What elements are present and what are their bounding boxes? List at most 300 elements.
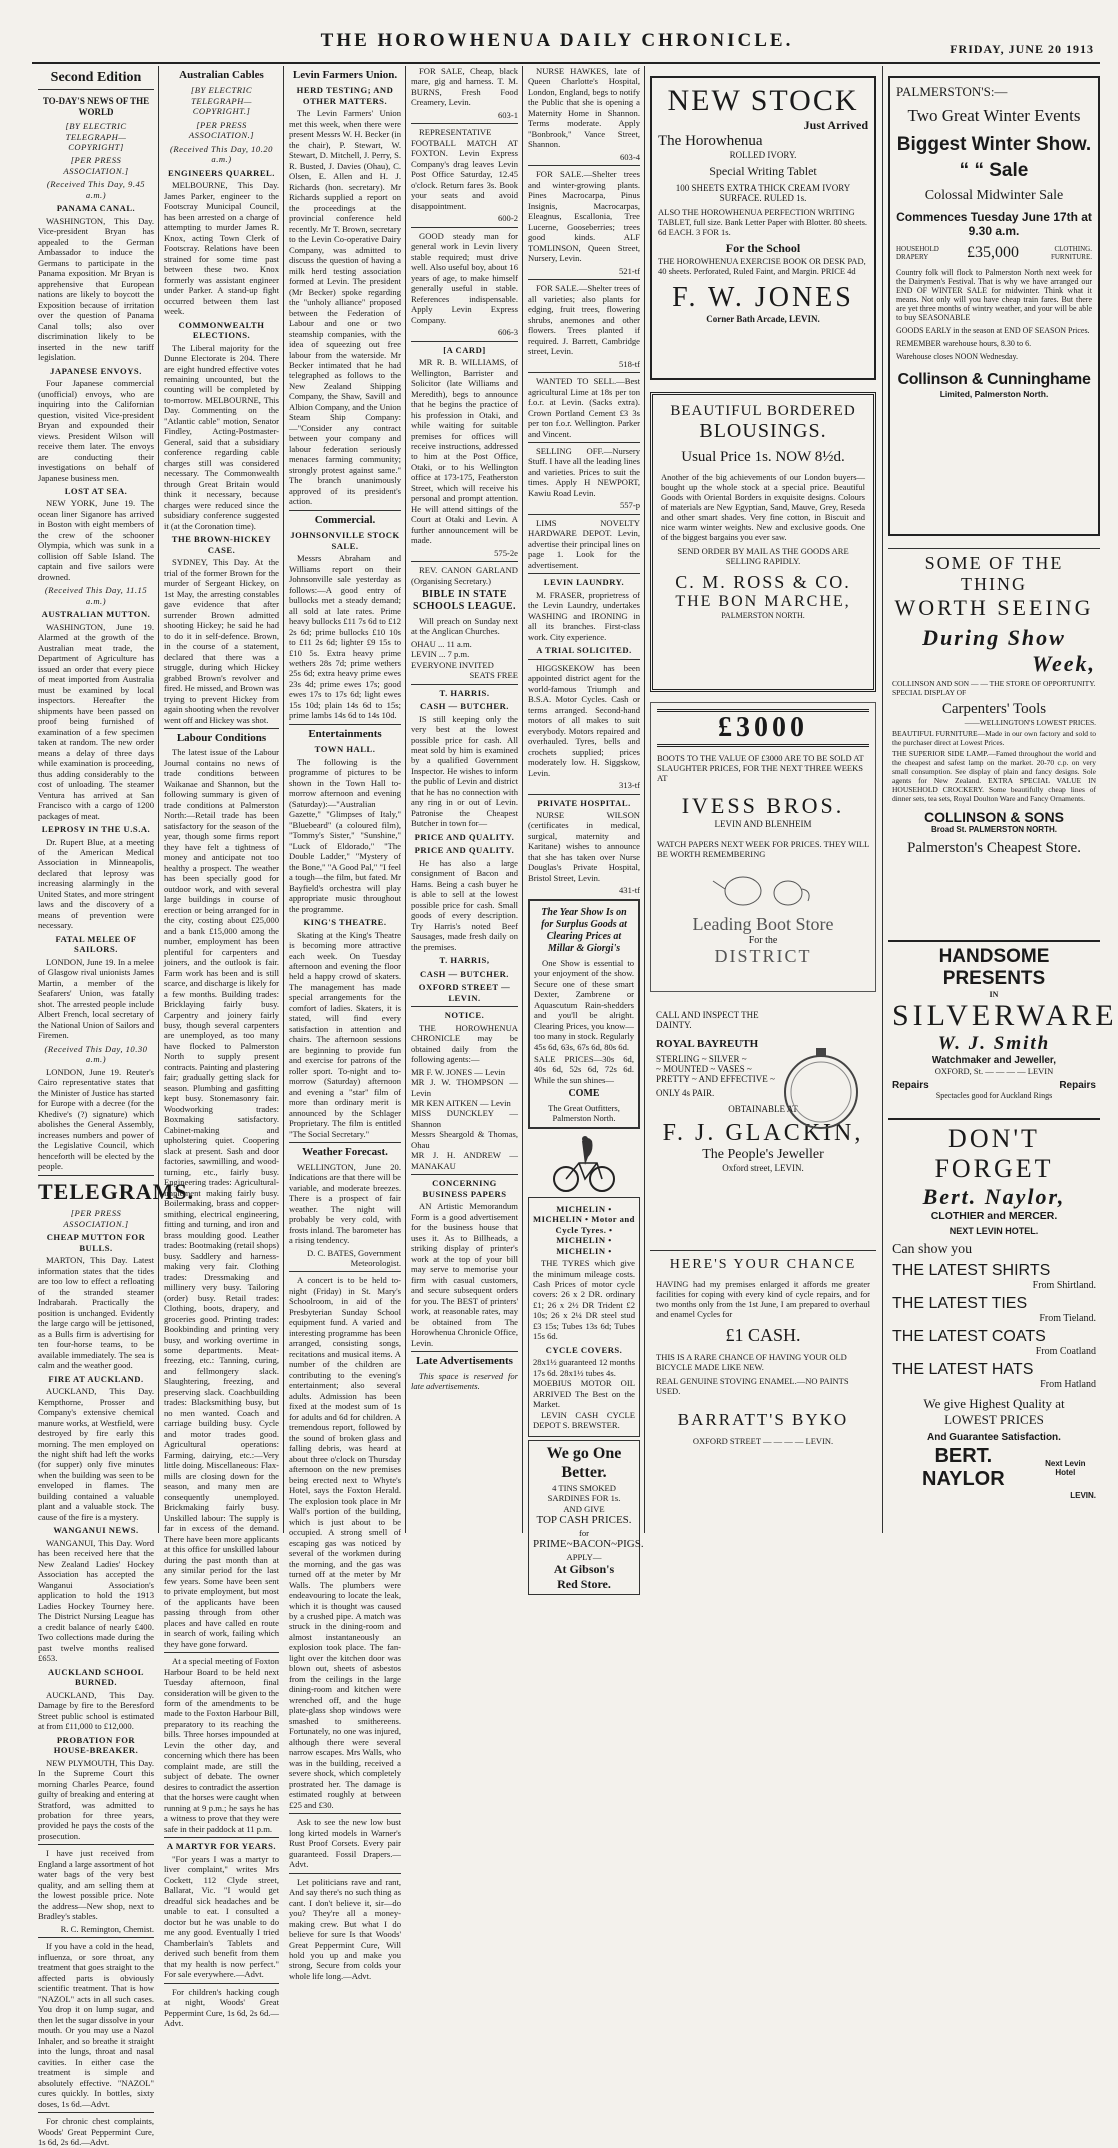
divider [164,1652,279,1653]
ad-reference: 557-p [619,500,640,511]
section-heading: Weather Forecast. [302,1146,388,1159]
ad-text: OXFORD STREET — — — — LEVIN. [692,1436,834,1446]
column-australian-cables [160,66,283,2029]
ad-text: And Guarantee Satisfaction. [927,1432,1061,1443]
ad-subhead: The People's Jeweller [702,1147,824,1162]
article-body: A concert is to be held to-night (Friday) in St. Mary's Schoolroom, in aid of the Presbyterian Sunday School equipment fund. A varied and interesting programme has been arranged, consisting songs, recitations and musical items. A number of the children are contributing to the evening's entertainment; also several adults. Admission has been fixed at the modest sum of 1s for adults and 6d for children. A tremendous report, followed by the sound of broken glass and falling debris, was heard at about three o'clock on Thursday afternoon on the new premises being erected next to Whyte's Hotel, says the Foxton Herald. The explosion took place in Mr Wall's portion of the building, which is just about to be occupied. A strong smell of escaping gas was noticed by several of the workmen during the morning, and the gas was turned off at the meter by Mr Walls. The plumbers were endeavouring to locate the leak, which it is thought was caused by a crushed pipe. A match was struck in the dining-room and almost instantaneously an explosion took place. The fan-light over the kitchen door was blown out, sheets of asbestos from the ceilings in the large dining-room and kitchen were wrenched off, and the huge plate-glass shop windows were smashed to smithereens. Fortunately, no one was injured, although there were several narrow escapes. Mrs Walls, who was in the building, received a severe shock, which completely prostrated her. The damage is estimated roughly at between £25 and £30. [289,1275,401,1810]
ad-reference: 313-tf [618,780,640,791]
glackin-jeweller-ad [650,1004,876,1234]
ad-subhead: Carpenters' Tools [941,701,1047,717]
ad-heading: A TRIAL SOLICITED. [536,645,632,656]
divider [289,724,401,725]
ad-headline: During Show [922,625,1066,650]
article-body: The Levin Farmers' Union met this week, when there were present Messrs W. H. Becker (in the chair), P. Stewart, W. Stewart, D. Mitchell, J. Perry, S. R. Busted, J. Davies (Ohau), C. Olsen, E. Allen and H. J. Richards (hon. secretary). Mr Richards supplied a report on the proceedings at the provincial conference held recently. Mr T. Brown, secretary to the Levin Co-operative Dairy Company, was admitted to discuss the question of having a milk herd testing association formed at Levin. The president (Mr Becker) spoke regarding the "unholy alliance" proposed between the Federation of Labour and one or two steamship companies, with the idea of squeezing out free labour from the waterside. Mr Becker intimated that he had telegraphed as follows to the New Zealand Shipping Company, the Shaw, Savill and Albion Company, and the Union Steam Ship Company:—"Consider any contract between your company and labour federation seriously menaces farming community; strongly protest against same." The branch unanimously approved of its president's action. [289,108,401,507]
collinson-sons-ad [888,548,1100,928]
collinson-cunninghame-ad [888,76,1100,536]
ad-text: Warehouse closes NOON Wednesday. [896,352,1019,361]
article-heading: JOHNSONVILLE STOCK SALE. [290,530,400,551]
agent-entry: MISS DUNCKLEY — Shannon [411,1108,518,1129]
classified-ad: REPRESENTATIVE FOOTBALL MATCH AT FOXTON. Levin Express Company's drag leaves Levin Post Office Saturday, 12.45 o'clock. Return fares 3s. Book your seats and avoid disappointment. [411,127,518,211]
ad-text: For the [748,935,778,946]
ad-line: SEATS FREE [469,670,518,681]
divider [289,1142,401,1143]
divider [411,684,518,685]
ad-body: TOP CASH PRICES. [536,1514,632,1527]
ad-text: OXFORD, St. — — — — LEVIN [934,1066,1054,1076]
ad-text: DAINTY. [656,1020,692,1030]
classified-ad: NURSE WILSON (certificates in medical, surgical, maternity and Karitane) wishes to announce that she has taken over Nurse Douglas's Private Hospital, Bristol Street, Levin. [528,810,640,883]
advertisement-text: Ask to see the new low bust long kirted models in Warner's Rust Proof Corsets. Every pair guaranteed. Fossil Drapers.—Advt. [289,1817,401,1870]
ad-reference: 603-4 [619,151,640,162]
ad-subhead: The Horowhenua [658,133,763,149]
sale-amount-row [896,244,1092,262]
ad-headline: “ “ Sale [959,160,1029,181]
service-time: OHAU ... 11 a.m. [411,638,472,649]
ad-headline: Biggest Winter Show. [896,134,1092,155]
divider [528,165,640,166]
ad-body: for [578,1527,590,1538]
classified-ad: LIMS NOVELTY HARDWARE DEPOT. Levin, advertise their principal lines on page 1. Look for the advertisement. [528,517,640,570]
blousings-ad [650,392,876,692]
advertisement-text: Let politicians rave and rant, And say there's no such thing as cant. I don't believe it, sir—do you? They're all a money-making crew. But what I do believe for sure Is that Woods' Great Peppermint Cure, Will hold you up and make you strong, Secure from colds your whole life long.—Advt. [289,1876,401,1981]
classified-ad: FOR SALE.—Shelter trees of all varieties; also plants for edging, fruit trees, flowering shrubs, anemones and other flowers. Trees planted if required. J. Barrett, Cambridge street, Levin. [528,283,640,357]
divider [411,123,518,124]
ad-heading: COME [568,1088,600,1100]
ad-text: ROLLED IVORY. [729,150,797,160]
ad-subhead: Watchmaker and Jeweller, [931,1055,1057,1066]
ad-text: Repairs [892,1080,929,1091]
article-heading: ENGINEERS QUARREL. [168,167,275,178]
ad-headline: Week, [1032,651,1096,676]
ad-line: EVERYONE INVITED [411,659,494,670]
ad-body: SALE PRICES—30s 6d, 40s 6d, 52s 6d, 72s 6d. While the sun shines— [534,1053,634,1085]
ad-text: LEVIN. [1070,1491,1096,1500]
article-heading: LEPROSY IN THE U.S.A. [41,824,151,835]
divider [289,510,401,511]
ad-heading: [A CARD] [443,344,486,355]
ad-headline: £3000 [657,709,869,747]
late-ad-note: This space is reserved for late advertisements. [411,1370,518,1392]
edition-heading: Second Edition [38,69,154,90]
ad-text: From Coatland [1035,1346,1096,1357]
article-body: NEW YORK, June 19. The ocean liner Siganore has arrived in Boston with eight members of the crew of the schooner Olympia, which was sunk in a collision off Sable Island. The captain and five sailors were drowned. [38,498,154,582]
ad-heading: We go One [546,1444,622,1462]
divider [289,1873,401,1874]
ad-text: BOOTS TO THE VALUE OF £3000 ARE TO BE SOLD AT SLAUGHTER PRICES, FOR THE NEXT THREE WEEKS AT [657,753,864,783]
ad-heading: PRICE AND QUALITY. [414,845,515,856]
telegrams-heading: TELEGRAMS. [38,1178,195,1204]
received-time: (Received This Day, 11.15 a.m.) [44,585,148,606]
article-body: Dr. Rupert Blue, at a meeting of the American Medical Association in Minneapolis, declared that leprosy was increasing alarmingly in the United States, and more stringent laws and the discovery of a means of prevention were necessary. [38,836,154,931]
ad-text: Country folk will flock to Palmerston North next week for the Dairymen's Festival. That is why we have arranged our END OF WINTER SALE for midwinter. Think what it means. Not only will you have cheap train fares. But there are yet three months of wintry weather, and your will be able to buy SEASONABLE [896,268,1092,322]
ad-text: 100 SHEETS EXTRA THICK CREAM IVORY SURFACE. RULED 1s. [675,183,851,203]
classified-ad: NURSE HAWKES, late of Queen Charlotte's Hospital, London, England, begs to notify the Public that she is opening a Maternity Home in Shannon. Terms moderate. Apply "Bonbrook," Vance Street, Shannon. [528,66,640,150]
ad-text: LEVIN AND BLENHEIM [714,819,812,829]
ad-subhead: Colossal Midwinter Sale [924,188,1064,203]
ad-headline: Two Great Winter Events [907,106,1081,125]
issue-date: FRIDAY, JUNE 20 1913 [950,42,1094,56]
divider [411,1174,518,1175]
section-heading: TO-DAY'S NEWS OF THE WORLD [42,96,150,118]
classified-ad: HIGGSKEKOW has been appointed district agent for the world-famous Triumph and B.S.A. Motor Cycles. Cash or terms arranged. Second-hand motors of all makes to suit everybody. Motors repaired and overhauled. Tyres, bells and crochets supplied; prices moderately low. H. Siggskow, Levin. [528,662,640,778]
received-time: (Received This Day, 10.20 a.m.) [170,143,273,165]
column-divider [522,66,523,1533]
ad-headline: Collinson & Cunninghame [897,371,1091,388]
article-body: Skating at the King's Theatre is becoming more attractive each week. On Tuesday afternoon and evening the floor held a happy crowd of skaters. The management has made special arrangements for the comfort of ladies. Skaters, it is stated, will find every satisfaction in attention and chairs. The afternoon sessions are beginning to provide fun and exercise for patrons of the roller sport. To-night and to-morrow (Saturday) afternoon and evening a "star" film of more than ordinary merit is announced by the Schlager Proprietary. The film is entitled "The Social Secretary." [289,929,401,1139]
ad-subhead: PALMERSTON'S:— [896,84,1008,99]
ad-text: From Shirtland. [1032,1280,1096,1291]
classified-ad: FOR SALE.—Shelter trees and winter-growing plants. Pines Macrocarpa, Pinus Insignis, Macrocarpas, Eleagnus, Escallonia, Tree Lucerne, Gooseberries; trees good kinds. ALF TOMLINSON, Queen Street, Nursery, Levin. [528,169,640,264]
section-heading: Entertainments [308,727,382,740]
newspaper-title: THE HOROWHENUA DAILY CHRONICLE. [320,30,794,51]
teapot-silverware-illustration [703,859,823,909]
ad-reference: 603-1 [497,109,518,120]
column-divider [644,66,645,1533]
ad-reference: 606-3 [497,327,518,338]
ivess-boots-ad [650,702,876,992]
ad-text: BEAUTIFUL FURNITURE—Made in our own factory and sold to the purchaser direct at Lowest Prices. [892,729,1096,747]
ad-headline: W. J. Smith [937,1033,1051,1054]
article-heading: FATAL MELEE OF SAILORS. [55,933,137,955]
column-notices [524,66,644,1591]
article-body: Messrs Abraham and Williams report on their Johnsonville sale yesterday as follows:—A good entry of bullocks met a steady demand; all sold at late rates. Prime heavy bullocks £11 7s 6d to £12 2s 6d; prime bullocks £10 10s to £11 2s 6d; lighter £9 15s to £10 5s. Extra heavy prime wethers 28s 7d; prime wethers 25s 6d; extra heavy prime ewes 23s 4d; prime ewes 17s; good ewes 17s to 17s 6d; light ewes 15s 10d; plain 14s 6d to 15s; prime lambs 14s 6d to 14s 10d. [289,553,401,721]
article-heading: PROBATION FOR HOUSE-BREAKER. [53,1734,139,1756]
ad-subhead: 9.30 a.m. [968,224,1020,238]
classified-ad: AN Artistic Memorandum Form is a good advertisement for the business house that uses it. As to Billheads, a striking display of printer's work at the top of your bill may serve to memorise your firm with casual customers, and secure subsequent orders for you. The BEST of printers' work, at reasonable rates, may be obtained from The Horowhenua Chronicle Office, Levin. [411,1201,518,1348]
ad-headline: £1 CASH. [725,1325,801,1345]
ad-text: Limited, Palmerston North. [939,389,1049,399]
ad-headline: SOME OF THE THING [924,553,1064,594]
ad-body: 28x1½ guaranteed 12 months 17s 6d. 28x1½ tubes 4s. [533,1357,635,1378]
received-time: (Received This Day, 9.45 a.m.) [46,179,146,200]
ad-text: THIS IS A RARE CHANCE OF HAVING YOUR OLD BICYCLE MADE LIKE NEW. [656,1352,847,1372]
agent-list [411,1067,518,1172]
divider [411,227,518,228]
divider [528,514,640,515]
ad-headline: HERE'S YOUR CHANCE [669,1257,857,1272]
advertisement-text: I have just received from England a large assortment of hot water bags of the very best quality, and am selling them at the lowest possible price. Note the address—New shop, next to Bradley's stables. [38,1848,154,1922]
article-body: WASHINGTON, This Day. Vice-president Bryan has appealed to the German Ambassador to induce the Germans to participate in the Panama exposition. Mr Bryan is apprehensive that European nations are likely to boycott the Exposition because of irritation over the question of Panama Canal tolls; also over discrimination likely to be inserted in the new tariff legislation. [38,215,154,363]
column-divider [405,66,406,1533]
column-divider [882,66,883,1533]
agent-entry: MR F. W. JONES — Levin [411,1066,506,1077]
repairs-row [892,1080,1096,1091]
ad-text: HAVING had my premises enlarged it affords me greater facilities for coping with every kind of cycle repairs, and for two months only from the 1st June, I am prepared to overhaul and enamel Cycles for [656,1279,870,1319]
article-body: The Liberal majority for the Dunne Electorate is 204. There are eight hundred effective votes remaining uncounted, but the counting will be completed by to-morrow. MELBOURNE, This Day. Commenting on the "Atlantic cable" motion, Senator Findley, Acting-Postmaster-General, said that a subsidiary conference regarding cable charges still was considered necessary. The Commonwealth through Great Britain would think it necessary, because charges were reduced since the subsidiary conference suggested it (at the Coronation time). [164,342,279,531]
agent-entry: MR J. H. ANDREW — MANAKAU [411,1150,518,1171]
naylor-footer [892,1445,1096,1491]
ad-body: LEVIN CASH CYCLE DEPOT S. BREWSTER. [533,1409,635,1431]
classified-ad: REV. CANON GARLAND (Organising Secretary.) [411,565,518,586]
divider [38,1844,154,1845]
gibson-ad [528,1440,644,1596]
divider [411,561,518,562]
divider [38,1175,154,1176]
article-body: At a special meeting of Foxton Harbour Board to be held next Tuesday afternoon, final consideration will be given to the form of the amendments to be made to the Foxton Harbour Bill, preparatory to its reaching the bills. Three horses impounded at Levin the other day, and concerning which there has been complaint made, are still the subject of debate. The owner desires to contradict the assertion that the horses were caught when running at 9 p.m.; he says he has a witness to prove that they were safe in their paddock at 11 p.m. [164,1656,279,1834]
ad-text: Corner Bath Arcade, LEVIN. [706,314,820,324]
new-stock-ad [650,76,876,380]
ad-text: From Hatland [1040,1379,1096,1390]
article-body: SYDNEY, This Day. At the trial of the former Brown for the murder of Sergeant Hickey, on 1st May, the arresting constables gave evidence that after surrender Brown admitted shooting Hickey; he said he had to do it in self-defence. Brown, in the course of a statement, declared that there was a struggle, during which Hickey grabbed Brown's revolver and fired. He missed, and Brown was trying to prevent Hickey from again shooting when the revolver went off and Hickey was shot. [164,557,279,725]
ad-reference: 431-tf [618,885,640,896]
divider [411,1351,518,1352]
article-body: LONDON, June 19. Reuter's Cairo representative states that the Minister of Justice has started for Europe with a decree (for the Khedive's (?) signature) which abolishes the General Assembly, increases numbers and power of the Legislative Council, which henceforth will be elected by the people. [38,1066,154,1172]
ad-headline: IVESS BROS. [681,793,845,818]
article-body: WELLINGTON, June 20. Indications are that there will be variable, and moderate breezes. There is a prospect of fair weather. The night will probably be very cold, with frosts inland. The barometer has a rising tendency. [289,1161,401,1246]
divider [411,1006,518,1007]
ad-subhead: CLOTHIER and MERCER. [930,1210,1058,1222]
divider [289,1813,401,1814]
agent-entry: Messrs Sheargold & Thomas, Ohau [411,1129,518,1150]
received-time: (Received This Day, 10.30 a.m.) [44,1043,148,1065]
classified-ad: He has also a large consignment of Bacon and Hams. Being a cash buyer he is able to sell at the lowest possible price for cash. Small goods of every description. Try Harris's noted Beef Sausages, made fresh daily on the premises. [411,857,518,952]
ad-headline: THE LATEST HATS [892,1361,1034,1378]
ad-text: ~ MOUNTED ~ VASES ~ [656,1064,752,1074]
ad-heading: CONCERNING BUSINESS PAPERS [422,1178,507,1199]
service-time: LEVIN ... 7 p.m. [411,649,470,660]
article-heading: HERD TESTING; AND OTHER MATTERS. [296,85,394,106]
ad-heading: CYCLE COVERS. [545,1344,623,1355]
ad-headline: Leading Boot Store [692,914,834,934]
ad-text: PALMERSTON NORTH. [721,611,805,620]
ad-headline: BLOUSINGS. [699,420,827,442]
ad-text: Can show you [892,1242,973,1257]
ad-headline: COLLINSON & SONS [923,809,1064,825]
section-heading: Australian Cables [179,69,264,81]
article-heading: LOST AT SEA. [64,486,128,496]
ad-headline: DISTRICT [714,946,812,966]
divider [528,573,640,574]
classified-ad: WANTED TO SELL.—Best agricultural Lime at 18s per ton f.o.r. at Levin. (Sacks extra). Crown Portland Cement £3 3s per ton f.o.r. Wellington. Parker and Vincent. [528,376,640,439]
ad-subhead: Palmerston's Cheapest Store. [907,840,1081,856]
ad-text: STERLING ~ SILVER ~ [656,1054,747,1064]
ad-body: MOEBIUS MOTOR OIL ARRIVED The Best on the Market. [533,1378,635,1410]
divider [528,372,640,373]
article-body: The following is the programme of pictures to be shown in the Town Hall to-morrow afternoon and evening (Saturday):—"Australian Gazette," "Glimpses of Italy," "Bluebeard" (a coloured film), "Tommy's Sister," "Sunshine," "Luck of Eldorado," "The Double Ladder," "Mystery of the Bone," "A Good Pal," "I feel a tough—the film, but fated. Mr Bayfield's orchestra will play appropriate music throughout the programme. [289,756,401,914]
ad-heading: NOTICE. [444,1010,485,1021]
advertisement-text: For children's hacking cough at night, Woods' Great Peppermint Cure, 1s 6d, 2s 6d.—Advt. [164,1986,279,2029]
ad-subhead: ROYAL BAYREUTH [656,1038,759,1050]
article-body: WASHINGTON, June 19. Alarmed at the growth of the Australian meat trade, the Department of Agriculture has issued an order that every piece of meat imported from Australia must be examined by local inspectors. Hereafter the shipments have been passed on proof being furnished of examination of a few specimen taken at random. The new order means a delay of three days while examination is proceeding, thus adding considerably to the cost of unloading. The steamer Ventura has arrived at San Francisco with a cargo of 1200 packages of meat. [38,621,154,821]
section-heading: Late Advertisements [416,1355,513,1368]
divider [528,279,640,280]
article-heading: THE BROWN-HICKEY CASE. [171,534,272,555]
article-body: "For years I was a martyr to liver complaint," writes Mrs Cockett, 112 Clyde street, Ballarat, Vic. "I would get dreadful sick headaches and be unable to eat. I consulted a doctor but he was unable to do me any good. Eventually I tried Chamberlain's Tablets and derived such benefit from them that my health is now perfect." For sale everywhere.—Advt. [164,1853,279,1980]
article-body: The latest issue of the Labour Journal contains no news of trade conditions between Waikanae and Shannon, but the following summary is given of trade conditions at Palmerston North:—Retail trade has been satisfactory for the season of the year, though some firms report they have felt a tightness of money and anticipate not too healthy a prospect. The weather has been specially good for outdoor work, and with several large buildings in course of erection or being arranged for in the city, costing about £25,000 and a bank £15,000 among the number, employment has been plentiful for carpenters and joiners, and the outlook is fair. Farm work has been and is still scarce, and discharge is likely for a few months. Building trades: Bricklaying fairly busy. Carpentry and joinery fairly busy, though several carpenters are unemployed, as too many have flocked to Palmerston North to supply present contracts. Painting and plastering fair; gradually getting slack for season. Plumbing and gasfitting kept busy. Stonemasonry fair. Woodworking trades: Boxmaking satisfactory. Cabinet-making and upholstering quiet. Coopering slack at present. Sash and door factories, sawmilling, and wood-turning, etc., fairly busy. Engineering trades: Agricultural-implement making fairly busy. Boilermaking, brass and copper-smithing, electrical engineering, fitting and turning, and iron and brass moulding good. Leather trades: Bootmaking (retail shops) busy. Saddlery and harness-making very fair. Clothing trades: Dressmaking and millinery very busy. Tailoring (order) busy. Retail trades: Clothing, boots, drapery, and groceries good. Printing trades: Bookbinding and printing very busy, and working overtime in some departments. Meat-freezing, etc.: Tanning, curing, and fellmongery slack. Slaughtering, freezing, and preserving slack. Coachbuilding trades: Blacksmithing busy, but no men wanted. Coach and carriage building busy. Cycle and motor trades good. Agricultural operations: Farming, dairying, etc.:—Very little doing. Miscellaneous: Flax-mills are closing down for the season, and many men are consequently unemployed. Brickmaking fairly busy. Unskilled labour: The supply is far in excess of the demand. There have been more applicants at this office for unskilled labour during the past month than at any similar period for the last few years. Some have been sent to private employment, but most of the applicants have been passing through from other places and have called en route in search of work, failing which they have gone forward. [164,747,279,1649]
ad-heading: Red Store. [557,1576,611,1591]
article-heading: A MARTYR FOR YEARS. [166,1841,277,1852]
ad-text: From Tieland. [1039,1313,1096,1324]
press-association-line: [PER PRESS ASSOCIATION.] [63,1208,129,1229]
article-body: LONDON, June 19. In a melee of Glasgow rival unionists James Martin, a member of the Seafarers' Union, was fatally shot. The arrested people include Albert French, local secretary of the National Union of Sailors and Firemen. [38,956,154,1041]
column-divider [283,66,284,1533]
divider [289,1271,401,1272]
ad-signature: The Great Outfitters, Palmerston North. [548,1102,620,1124]
section-heading: Commercial. [314,513,376,526]
divider [528,794,640,795]
classified-ad: MR R. B. WILLIAMS, of Wellington, Barrister and Solicitor (late Williams and Meredith), begs to announce that he begins the practice of his profession in Otaki, and while waiting for suitable premises for offices will receive instructions, addressed to him at the Post Office, Otaki, or to his Wellington office at 173-175, Featherston Street, which will receive his personal and prompt attention. He will attend sittings of the Court at Otaki and Levin. A further announcement will be made. [411,357,518,546]
agent-entry: MR KEN AITKEN — Levin [411,1098,511,1108]
ad-heading: OXFORD STREET — LEVIN. [418,982,511,1003]
ad-text: Another of the big achievements of our London buyers—bought up the whole stock at a special price. Beautiful Goods with Oriental Borders in exquisite designs. Colours of materials are New Egyptian, Sand, Mauve, Grey, Reseda and other smart shades. Very fine cotton, in Biscuit and nice warm winter weights. New and exclusive goods. One of the biggest bargains you ever saw. [661,472,865,542]
masthead [0,0,1114,66]
divider [164,1983,279,1984]
ad-heading: PRIVATE HOSPITAL. [537,797,631,808]
ad-subhead: Usual Price 1s. NOW 8½d. [681,449,845,465]
copyright-line: [BY ELECTRIC TELEGRAPH—COPYRIGHT] [65,121,127,152]
ad-heading: T. HARRIS, [439,955,490,966]
ad-text: ONLY 4s PAIR. [656,1088,715,1098]
ad-heading: CASH — BUTCHER. [420,968,509,979]
ad-headline: WORTH SEEING [894,595,1094,620]
ad-headline: THE LATEST COATS [892,1328,1046,1345]
vase-illustration [776,1044,866,1134]
article-body: Four Japanese commercial (unofficial) envoys, who are inquiring into the Californian question, visited Vice-president Bryan and expounded their views. President Wilson will receive them later. The envoys are conducting their investigations on behalf of Japanese business men. [38,378,154,483]
ad-reference: 600-2 [497,213,518,224]
ad-heading: Better. [561,1464,607,1482]
divider [411,341,518,342]
article-body: MARTON, This Day. Latest information states that the tides are too low to effect a refloating of the stranded steamer Indrabarah. Practically the position is unchanged. Evidently the large cargo will be jettisoned, as a Bulls firm is advertising for ten four-horse teams, to be available immediately. The sea is calm and the weather good. [38,1255,154,1371]
ad-text: Next Levin Hotel [1045,1459,1086,1477]
article-heading: WANGANUI NEWS. [53,1525,139,1536]
divider [528,442,640,443]
ad-headline: DON'T FORGET [934,1124,1054,1183]
ad-headline: THE LATEST SHIRTS [892,1262,1051,1279]
ad-body: 4 TINS SMOKED SARDINES FOR 1s. [547,1482,621,1504]
ad-body: PRIME~BACON~PIGS. [533,1538,644,1551]
bicycle-rider-illustration [549,1133,619,1193]
ad-heading: MICHELIN • MICHELIN • Motor and Cycle Tyres. • MICHELIN • MICHELIN • [533,1203,635,1256]
article-heading: COMMONWEALTH ELECTIONS. [178,319,265,341]
column-divider [158,66,159,1533]
ad-heading: PRICE AND QUALITY. [414,831,515,842]
ad-reference: 575-2e [494,547,518,558]
article-heading: KING'S THEATRE. [303,917,387,928]
ad-headline: HANDSOME PRESENTS [938,946,1050,989]
article-signature: D. C. BATES, Government Meteorologist. [306,1247,401,1268]
ad-subhead: LOWEST PRICES [944,1412,1044,1427]
column-classifieds [407,66,522,1533]
ad-subhead: Commences Tuesday June 17th at [896,210,1092,224]
ad-heading: CASH — BUTCHER. [420,701,509,712]
advertisement-signature: R. C. Remington, Chemist. [60,1923,154,1934]
ad-heading: LEVIN LAUNDRY. [543,577,625,588]
column-local-news [285,66,405,1981]
ad-headline: BEAUTIFUL BORDERED [670,403,856,419]
ad-body: AND GIVE [563,1503,605,1514]
ad-subhead: For the School [725,241,801,255]
article-body: MELBOURNE, This Day. James Parker, engineer to the Footscray Municipal Council, has been arrested on a charge of attempting to murder James R. Knox, acting Town Clerk of Footscray. Relations have been strained for some time past between these two. Knox formerly was assistant engineer under Parker. A stand-up fight occurred between them last week. [164,180,279,317]
article-heading: FIRE AT AUCKLAND. [48,1373,144,1384]
article-heading: TOWN HALL. [314,744,376,755]
ad-text: OBTAINABLE AT [728,1104,798,1114]
clearing-sale-ad [528,899,640,1129]
advertisement-text: For chronic chest complaints, Woods' Great Peppermint Cure, 1s 6d, 2s 6d.—Advt. [38,2116,154,2148]
ad-heading: The Year Show Is on for Surplus Goods at Clearing Prices at Millar & Giorgi's [541,906,627,955]
ad-text: CLOTHING. FURNITURE. [1050,245,1092,261]
ad-heading: At Gibson's [553,1562,615,1577]
classified-ad: SELLING OFF.—Nursery Stuff. I have all the leading lines and varieties. Prices to suit the times. Apply H NEWPORT, Kawiu Road Levin. [528,445,640,498]
ad-text: PRETTY ~ AND EFFECTIVE ~ [656,1074,775,1084]
ad-subhead: Just Arrived [803,118,868,132]
ad-headline: THE LATEST TIES [892,1295,1028,1312]
ad-text: Broad St. PALMERSTON NORTH. [931,825,1057,834]
bert-naylor-ad [888,1118,1100,1538]
classified-ad: FOR SALE, Cheap, black mare, gig and harness. T. M. BURNS, Fresh Food Creamery, Levin. [411,66,518,108]
ad-heading: T. HARRIS. [439,687,490,698]
article-heading: AUSTRALIAN MUTTON. [41,609,151,620]
section-heading: Labour Conditions [176,731,267,744]
ad-text: ALSO THE HOROWHENUA PERFECTION WRITING TABLET, full size. Bank Letter Paper with Blotter. 80 sheets. 6d EACH. 3 FOR 1s. [658,207,868,237]
agent-entry: MR J. W. THOMPSON — Levin [411,1077,518,1098]
ad-text: REMEMBER warehouse hours, 8.30 to 6. [896,339,1032,348]
ad-text: WATCH PAPERS NEXT WEEK FOR PRICES. THEY WILL BE WORTH REMEMBERING [657,839,869,859]
ad-text: Oxford street, LEVIN. [722,1163,804,1173]
ad-text: IN [989,990,999,999]
ad-headline: BARRATT'S BYKO [677,1410,849,1429]
classified-ad: Will preach on Sunday next at the Anglican Churches. [411,615,518,637]
article-heading: AUCKLAND SCHOOL BURNED. [47,1666,145,1688]
barratt-cycle-ad [650,1250,876,1530]
divider [528,659,640,660]
notice-body: THE HOROWHENUA CHRONICLE may be obtained daily from the following agents:— [411,1022,518,1065]
article-heading: CHEAP MUTTON FOR BULLS. [46,1232,146,1253]
ad-reference: 521-tf [618,265,640,276]
divider [164,728,279,729]
ad-body: APPLY— [566,1551,602,1562]
ad-subhead: NEXT LEVIN HOTEL. [949,1226,1039,1236]
copyright-line: [BY ELECTRIC TELEGRAPH—COPYRIGHT.] [190,85,253,117]
column-world-news [34,66,195,2148]
ad-subhead: Special Writing Tablet [709,164,817,178]
ad-text: GOODS EARLY in the season at END OF SEASON Prices. [896,326,1090,335]
classified-ad: GOOD steady man for general work in Levin livery stable required; must drive well. Also useful boy, about 16 years of age, to make himself generally useful in stable. References indispensable. Apply Levin Express Company. [411,230,518,325]
ad-headline: SILVERWARE [892,999,1118,1032]
article-body: AUCKLAND, This Day. Damage by fire to the Beresford Street public school is estimated at from £11,000 to £12,000. [38,1689,154,1732]
article-body: WANGANUI, This Day. Word has been received here that the New Zealand Ladies' Hockey Association has accepted the Wanganui Association's application to hold the 1913 Ladies Hockey Tourney here. The District Nursing League has a credit balance of nearly £400. Two collections made during the past twelve months realised £653. [38,1537,154,1664]
ad-text: THE HOROWHENUA EXERCISE BOOK OR DESK PAD, 40 sheets. Perforated, Ruled Faint, and Margin. PRICE 4d [658,256,866,276]
ad-headline: BERT. NAYLOR [922,1445,1005,1490]
ad-text: THE SUPERIOR SIDE LAMP.—Famed throughout the world and the cheapest and safest lamp on the market. 20-70 c.p. on very small consumption. See display of plain and fancy designs. Sole agents for New Zealand. EXTRA SPECIAL VALUE IN HOUSEHOLD CROCKERY. Some beautifully cheap lines of dinner sets, tea sets, Royal Doulton Ware and Fancy Ornaments. [892,749,1096,803]
ad-headline: C. M. ROSS & CO. [675,572,851,592]
ad-text: REAL GENUINE STOVING ENAMEL.—NO PAINTS USED. [656,1376,849,1396]
classified-ad: IS still keeping only the very best at the lowest possible price for cash. All meat sold by him is examined by a qualified Government Inspector. He wishes to inform the public of Levin and district that he has no connection with any ring in or out of Levin. Patronise the Cheapest Butcher in town for— [411,713,518,829]
ad-headline: NEW STOCK [667,84,859,117]
ad-body: THE TYRES which give the minimum mileage costs. Cash Prices of motor cycle covers: 26 x 2 DR. ordinary £1; 26 x 2½ DR Trident £2 10s; 26 x 2¼ DR steel stud £3 15s; Tubes 13s 6d; Tubes 15s 6d. [533,1258,635,1342]
classified-ad: M. FRASER, proprietress of the Levin Laundry, undertakes WASHING and IRONING in all its branches. First-class work. City experience. [528,589,640,642]
michelin-ad [528,1197,640,1437]
smith-jeweller-ad [888,940,1118,1110]
ad-headline: Bert. Naylor, [922,1184,1066,1209]
press-association-line: [PER PRESS ASSOCIATION.] [188,119,255,141]
ad-headline: £35,000 [967,244,1019,261]
article-body: NEW PLYMOUTH, This Day. In the Supreme Court this morning Charles Pearce, found guilty of breaking and entering at Stratford, was admitted to probation for three years, provided he pays the costs of the prosecution. [38,1757,154,1841]
ad-heading: BIBLE IN STATE SCHOOLS LEAGUE. [412,589,517,613]
ad-text: ——WELLINGTON'S LOWEST PRICES. [964,718,1096,727]
ad-text: COLLINSON AND SON — — THE STORE OF OPPORTUNITY. SPECIAL DISPLAY OF [892,679,1096,697]
ad-headline: F. W. JONES [672,282,854,313]
ad-text: SEND ORDER BY MAIL AS THE GOODS ARE SELLING RAPIDLY. [677,546,849,566]
ad-text: Spectacles good for Auckland Rings [935,1091,1053,1100]
ad-text: Repairs [1059,1080,1096,1091]
divider [38,2112,154,2113]
press-association-line: [PER PRESS ASSOCIATION.] [63,155,129,176]
ad-reference: 518-tf [618,358,640,369]
ad-headline: THE BON MARCHE, [675,593,851,610]
article-body: AUCKLAND, This Day. Kempthorne, Prosser and Company's extensive chemical manure works, at Westfield, were destroyed by fire early this morning. The men employed on the night shift had left the works (for supper) only five minutes when the building was seen to be enveloped in flames. The building contained a valuable plant and a valuable stock. The cause of the fire is a mystery. [38,1386,154,1522]
ad-text: HOUSEHOLD DRAPERY [896,245,939,261]
ad-body: One Show is essential to your enjoyment of the show. Secure one of these smart Dexter, Zambrene or Aquascutum Rain-shedders and you'll be alright. Clearing Prices, you know—too many in stock. Regularly 45s 6d, 63s, 67s 6d, 80s 6d. [534,957,634,1052]
